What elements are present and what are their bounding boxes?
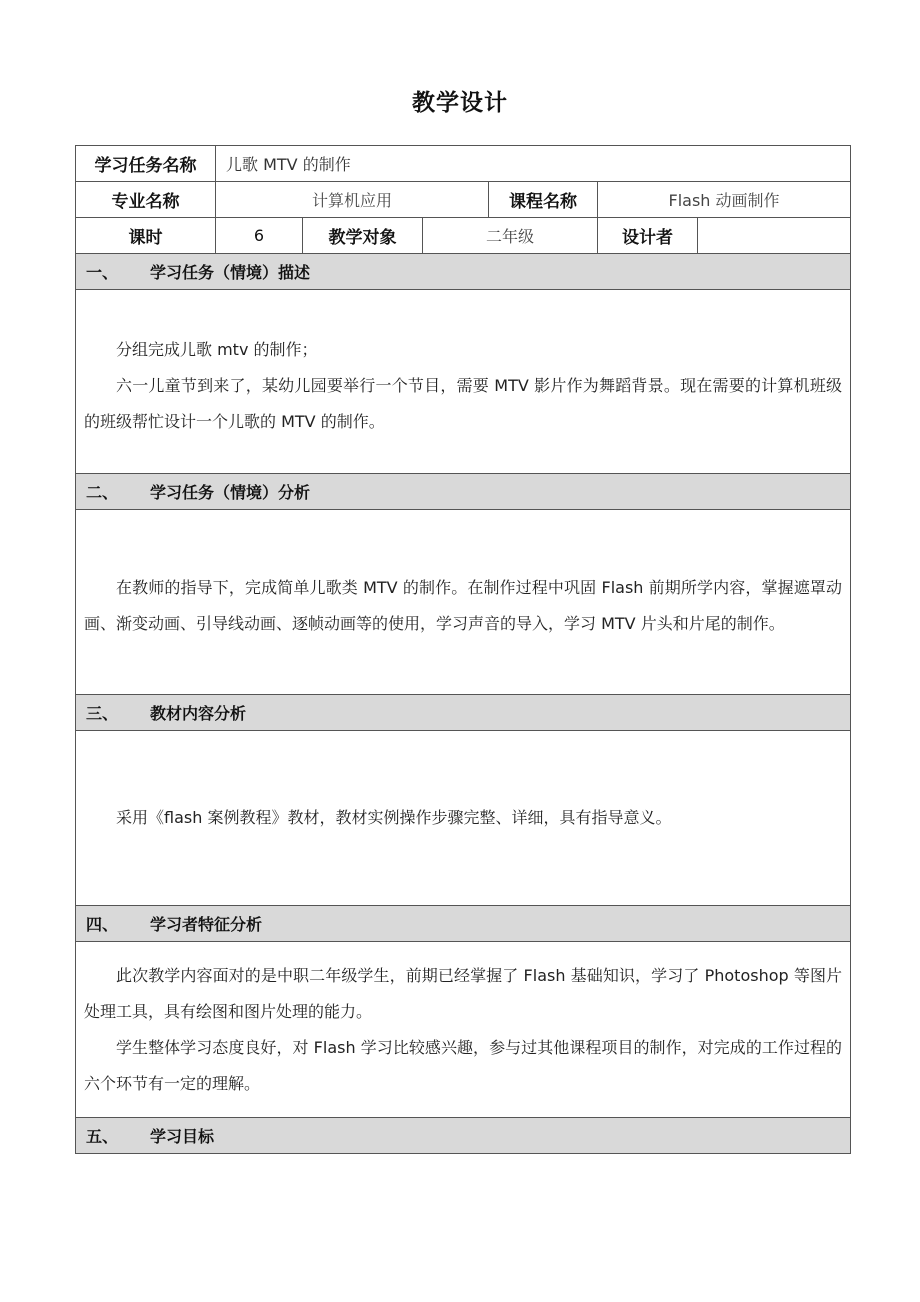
task-name-value: 儿歌 MTV 的制作	[216, 146, 851, 182]
audience-value: 二年级	[423, 218, 598, 254]
section-header	[76, 254, 851, 290]
section-number: 三、	[86, 704, 119, 723]
section-number: 五、	[86, 1127, 119, 1146]
section-paragraph: 分组完成儿歌 mtv 的制作；	[116, 339, 318, 359]
section-title: 学习目标	[150, 1127, 215, 1146]
designer-label: 设计者	[598, 218, 698, 254]
major-course-row	[76, 182, 851, 218]
section-header	[76, 1118, 851, 1154]
task-name-label: 学习任务名称	[76, 146, 216, 182]
section-body	[76, 510, 851, 695]
section-paragraph: 学生整体学习态度良好，对 Flash 学习比较感兴趣，参与过其他课程项目的制作，对完成的工作过程的六个环节有一定的理解。	[84, 1037, 843, 1093]
section-body	[76, 942, 851, 1118]
designer-value	[698, 218, 851, 254]
section-header	[76, 695, 851, 731]
section-number: 一、	[86, 263, 119, 282]
hours-audience-row	[76, 218, 851, 254]
section-header	[76, 474, 851, 510]
section-title: 学习者特征分析	[150, 915, 263, 934]
section-body	[76, 290, 851, 474]
major-value: 计算机应用	[216, 182, 489, 218]
section-title: 学习任务（情境）描述	[150, 263, 311, 282]
section-paragraph: 此次教学内容面对的是中职二年级学生，前期已经掌握了 Flash 基础知识，学习了 Photoshop 等图片处理工具，具有绘图和图片处理的能力。	[84, 965, 843, 1021]
document-title: 教学设计	[412, 90, 508, 116]
section-number: 四、	[86, 915, 119, 934]
section-paragraph: 采用《flash 案例教程》教材，教材实例操作步骤完整、详细，具有指导意义。	[116, 808, 672, 827]
lesson-plan-table	[75, 145, 850, 1154]
major-label: 专业名称	[76, 182, 216, 218]
course-label: 课程名称	[489, 182, 598, 218]
section-body	[76, 731, 851, 906]
section-title: 学习任务（情境）分析	[150, 483, 311, 502]
hours-label: 课时	[76, 218, 216, 254]
audience-label: 教学对象	[303, 218, 423, 254]
section-number: 二、	[86, 483, 119, 502]
section-header	[76, 906, 851, 942]
section-paragraph: 六一儿童节到来了，某幼儿园要举行一个节目，需要 MTV 影片作为舞蹈背景。现在需要的计算机班级的班级帮忙设计一个儿歌的 MTV 的制作。	[84, 375, 843, 431]
hours-value: 6	[216, 218, 303, 254]
section-title: 教材内容分析	[150, 704, 247, 723]
course-value: Flash 动画制作	[598, 182, 851, 218]
section-paragraph: 在教师的指导下，完成简单儿歌类 MTV 的制作。在制作过程中巩固 Flash 前期所学内容，掌握遮罩动画、渐变动画、引导线动画、逐帧动画等的使用，学习声音的导入，学习 MTV 片头和片尾的制作。	[84, 578, 843, 633]
task-name-row	[76, 146, 851, 182]
